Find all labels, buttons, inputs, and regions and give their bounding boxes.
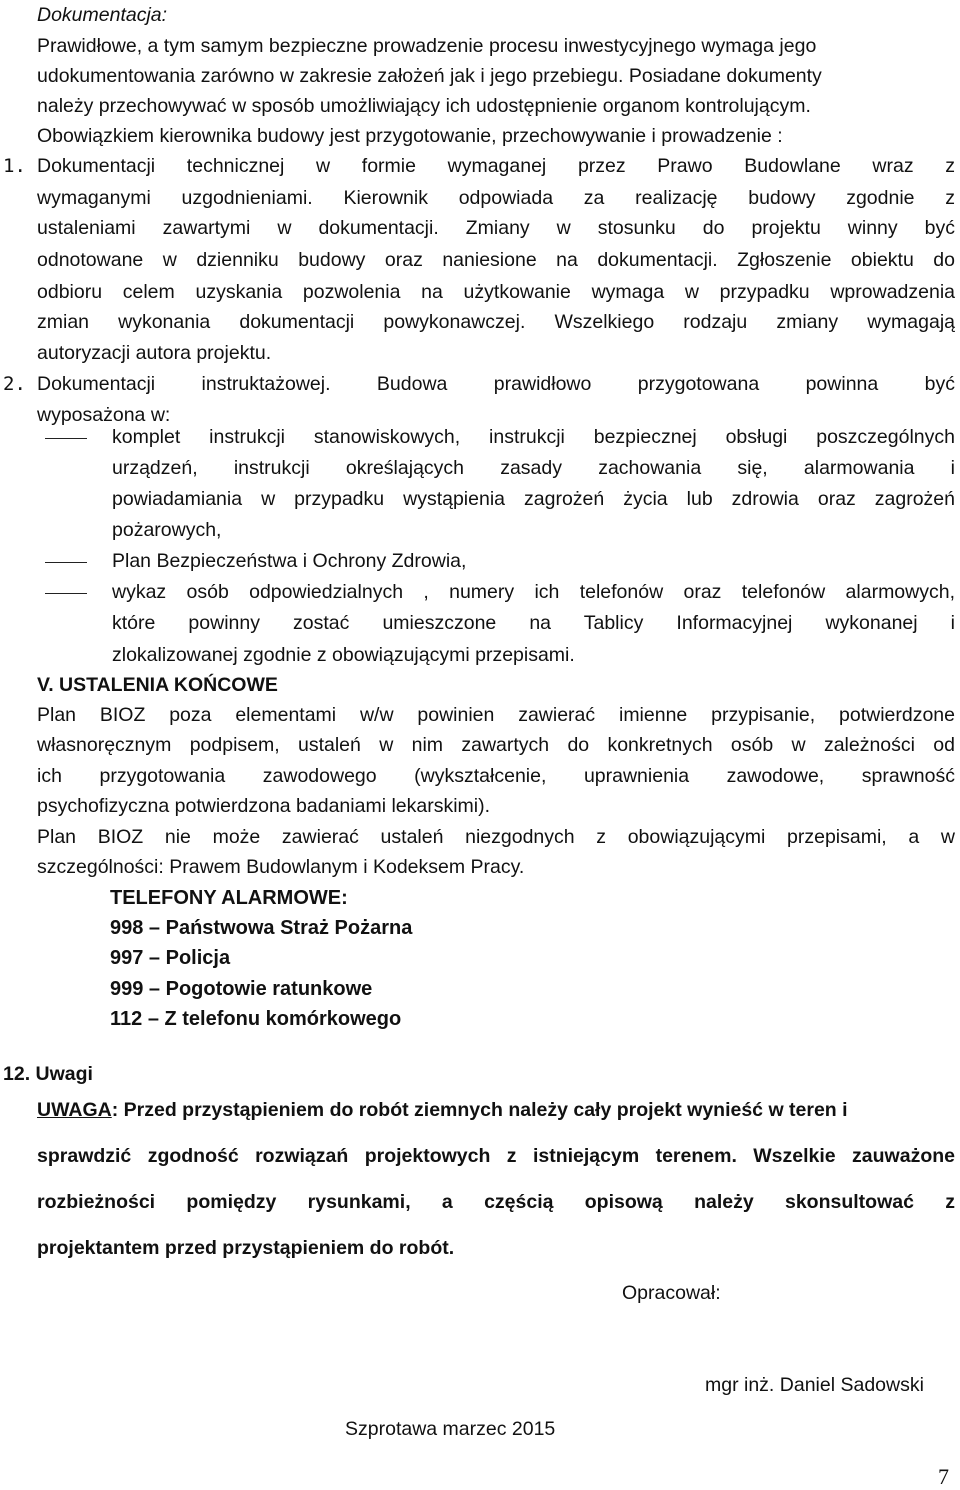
doc-heading: Dokumentacja: (37, 4, 168, 26)
item1-line: ustaleniami zawartymi w dokumentacji. Zmiany w stosunku do projektu winny być (37, 217, 955, 239)
section-v-line: Plan BIOZ poza elementami w/w powinien zawierać imienne przypisanie, potwierdzone (37, 704, 955, 726)
phone-item: 998 – Państwowa Straż Pożarna (110, 917, 413, 939)
list-number: 2. (3, 373, 26, 395)
intro-line: należy przechowywać w sposób umożliwiający ich udostępnienie organom kontrolującym. (37, 95, 811, 117)
warning-text: : Przed przystąpieniem do robót ziemnych należy cały projekt wynieść w teren i (111, 1099, 848, 1121)
bullet-line: zlokalizowanej zgodnie z obowiązującymi przepisami. (112, 644, 575, 666)
bullet-line: Plan Bezpieczeństwa i Ochrony Zdrowia, (112, 550, 467, 572)
section-v-line: Plan BIOZ nie może zawierać ustaleń niezgodnych z obowiązującymi przepisami, a w (37, 826, 955, 848)
prepared-by-label: Opracował: (622, 1282, 721, 1304)
section-v-title: V. USTALENIA KOŃCOWE (37, 674, 278, 696)
section-v-line: psychofizyczna potwierdzona badaniami lekarskimi). (37, 795, 491, 817)
section-12-title: 12. Uwagi (3, 1063, 93, 1085)
item1-line: odnotowane w dzienniku budowy oraz naniesione na dokumentacji. Zgłoszenie obiektu do (37, 249, 955, 271)
bullet-line: komplet instrukcji stanowiskowych, instrukcji bezpiecznej obsługi poszczególnych (112, 426, 955, 448)
item1-line: Dokumentacji technicznej w formie wymaganej przez Prawo Budowlane wraz z (37, 155, 955, 177)
warning-line: sprawdzić zgodność rozwiązań projektowych z istniejącym terenem. Wszelkie zauważone (37, 1145, 955, 1167)
page-number: 7 (938, 1464, 949, 1489)
dash-bullet (45, 562, 87, 563)
bullet-line: które powinny zostać umieszczone na Tablicy Informacyjnej wykonanej i (112, 612, 955, 634)
author-name: mgr inż. Daniel Sadowski (705, 1374, 924, 1396)
dash-bullet (45, 593, 87, 594)
intro-line: udokumentowania zarówno w zakresie założeń jak i jego przebiegu. Posiadane dokumenty (37, 65, 822, 87)
bullet-line: pożarowych, (112, 519, 222, 541)
list-number: 1. (3, 155, 26, 177)
warning-label: UWAGA (37, 1099, 112, 1121)
warning-first-line (37, 1098, 955, 1122)
warning-line: rozbieżności pomiędzy rysunkami, a częścią opisową należy skonsultować z (37, 1191, 955, 1213)
phone-item: 112 – Z telefonu komórkowego (110, 1008, 402, 1030)
section-v-line: szczególności: Prawem Budowlanym i Kodeksem Pracy. (37, 856, 525, 878)
phone-item: 997 – Policja (110, 947, 231, 969)
warning-line: projektantem przed przystąpieniem do robót. (37, 1237, 455, 1259)
item2-line: Dokumentacji instruktażowej. Budowa prawidłowo przygotowana powinna być (37, 373, 955, 395)
phones-title: TELEFONY ALARMOWE: (110, 887, 348, 909)
item1-line: odbioru celem uzyskania pozwolenia na użytkowanie wymaga w przypadku wprowadzenia (37, 281, 955, 303)
intro-line: Obowiązkiem kierownika budowy jest przygotowanie, przechowywanie i prowadzenie : (37, 125, 783, 147)
dash-bullet (45, 438, 87, 439)
item1-line: wymaganymi uzgodnieniami. Kierownik odpowiada za realizację budowy zgodnie z (37, 187, 955, 209)
item2-line: wyposażona w: (37, 404, 171, 426)
bullet-line: urządzeń, instrukcji określających zasady zachowania się, alarmowania i (112, 457, 955, 479)
intro-line: Prawidłowe, a tym samym bezpieczne prowadzenie procesu inwestycyjnego wymaga jego (37, 35, 817, 57)
section-v-line: własnoręcznym podpisem, ustaleń w nim zawartych do konkretnych osób w zależności od (37, 734, 955, 756)
item1-line: autoryzacji autora projektu. (37, 342, 272, 364)
section-v-line: ich przygotowania zawodowego (wykształcenie, uprawnienia zawodowe, sprawność (37, 765, 955, 787)
item1-line: zmian wykonania dokumentacji powykonawczej. Wszelkiego rodzaju zmiany wymagają (37, 311, 955, 333)
phone-item: 999 – Pogotowie ratunkowe (110, 978, 373, 1000)
place-date: Szprotawa marzec 2015 (345, 1418, 556, 1440)
bullet-line: powiadamiania w przypadku wystąpienia zagrożeń życia lub zdrowia oraz zagrożeń (112, 488, 955, 510)
bullet-line: wykaz osób odpowiedzialnych , numery ich telefonów oraz telefonów alarmowych, (112, 581, 955, 603)
